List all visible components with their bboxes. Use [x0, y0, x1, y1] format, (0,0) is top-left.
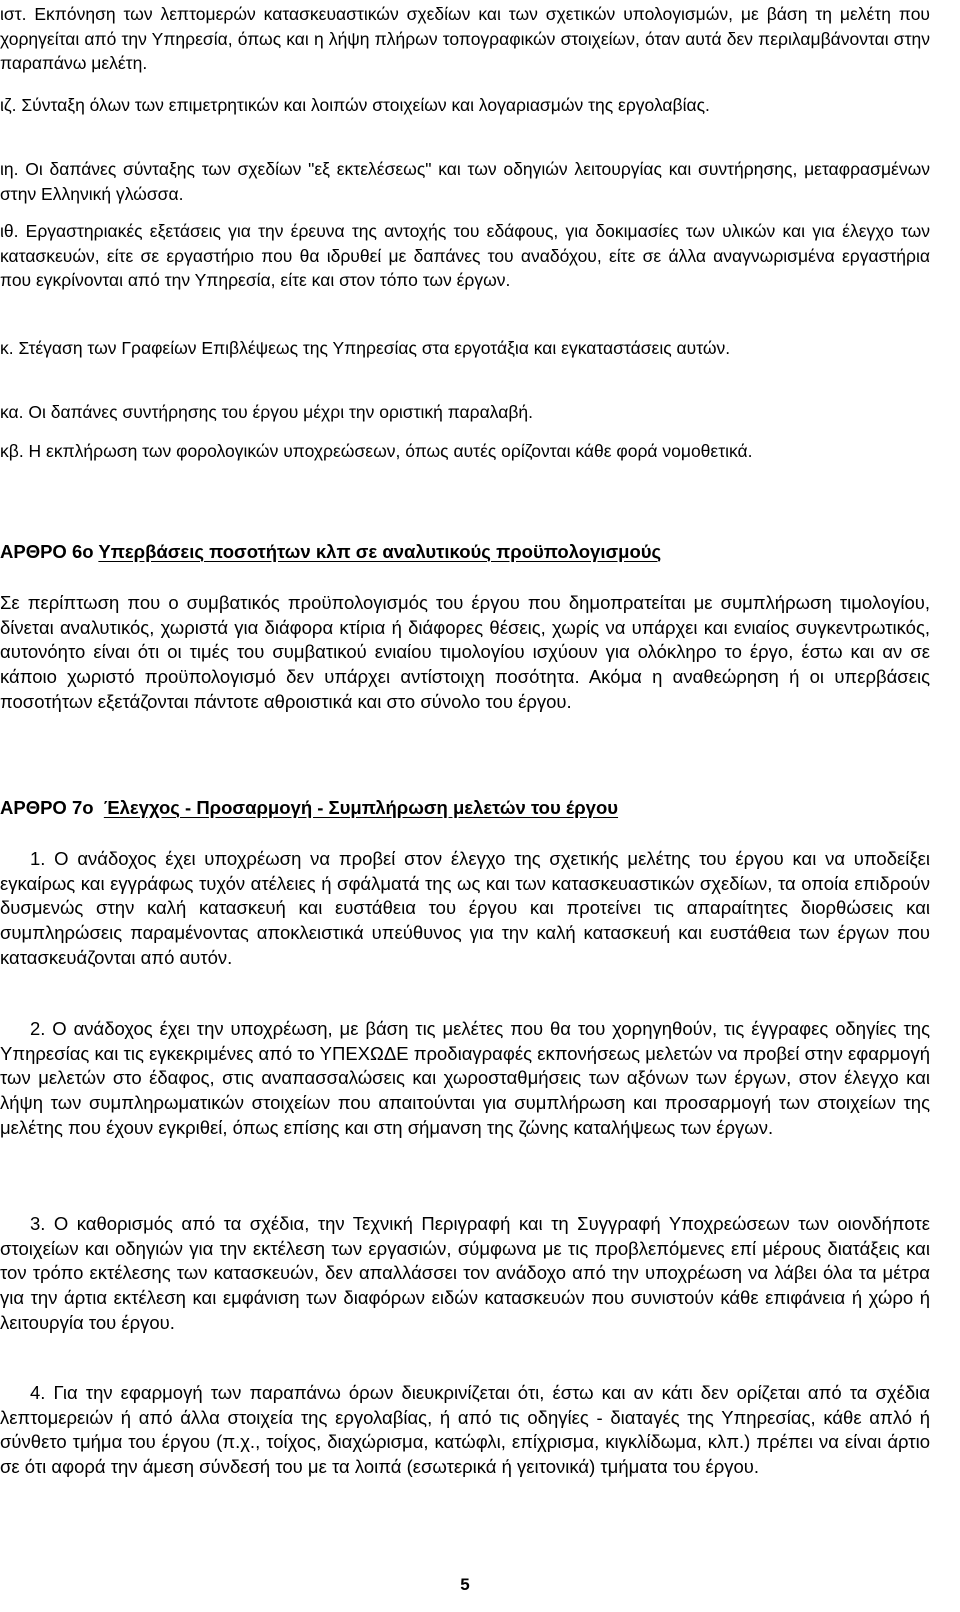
article-7-paragraph-1: 1. Ο ανάδοχος έχει υποχρέωση να προβεί στον έλεγχο της σχετικής μελέτης του έργου και να υποδείξει εγκαίρως και εγγράφως τυχόν ατέλειες ή σφάλματά της ως και των κατασκευαστικών σχεδίων, τα οποία επιδρούν δυσμενώς στην καλή κατασκευή και ευστάθεια του έργου και προτείνει τις απαραίτητες διορθώσεις και συμπληρώσεις παραμένοντας αποκλειστικά υπεύθυνος για την καλή κατασκευή και ευστάθεια των έργων που κατασκευάζονται από αυτόν. — [0, 848, 930, 968]
article-7-label: ΑΡΘΡΟ 7ο — [0, 797, 94, 818]
article-7-paragraph-4: 4. Για την εφαρμογή των παραπάνω όρων διευκρινίζεται ότι, έστω και αν κάτι δεν ορίζεται από τα σχέδια λεπτομερειών ή από άλλα στοιχεία της εργολαβίας, ή από τις οδηγίες - διαταγές της Υπηρεσίας, κάθε απλό ή σύνθετο τμήμα του έργου (π.χ., τοίχος, διαχώρισμα, κατώφλι, επίχρισμα, κιγκλίδωμα, κλπ.) πρέπει να είναι άρτιο σε ότι αφορά την άμεση σύνδεσή του με τα λοιπά (εσωτερικά ή γειτονικά) τμήματα του έργου. — [0, 1382, 930, 1478]
article-7-title: Έλεγχος - Προσαρμογή - Συμπλήρωση μελετών του έργου — [103, 797, 619, 818]
article-7-paragraph-2: 2. Ο ανάδοχος έχει την υποχρέωση, με βάση τις μελέτες που θα του χορηγηθούν, τις έγγραφες οδηγίες της Υπηρεσίας και τις εγκεκριμένες από το ΥΠΕΧΩΔΕ προδιαγραφές εκπονήσεως μελετών να προβεί στην εφαρμογή των μελετών στο έδαφος, στις αναπασσαλώσεις και χωροσταθμήσεις των αξόνων των έργων, στον έλεγχο και λήψη των συμπληρωματικών στοιχείων που απαιτούνται για συμπλήρωση και προσαρμογή των στοιχείων της μελέτης που έχουν εγκριθεί, όπως επίσης και στη σήμανση της ζώνης καταλήψεως των έργων. — [0, 1018, 930, 1138]
article-6-body: Σε περίπτωση που ο συμβατικός προϋπολογισμός του έργου που δημοπρατείται με συμπλήρωση τιμολογίου, δίνεται αναλυτικός, χωριστά για διάφορα κτίρια ή διάφορες θέσεις, χωρίς να υπάρχει και ενιαίος συγκεντρωτικός, αυτονόητο είναι ότι οι τιμές του συμβατικού ενιαίου τιμολογίου ισχύουν για ολόκληρο το έργο, έστω και αν σε κάποιο χωριστό προϋπολογισμό δεν υπάρχει αντίστοιχη ποσότητα. Ακόμα η αναθεώρηση ή οι υπερβάσεις ποσοτήτων εξετάζονται πάντοτε αθροιστικά και στο σύνολο του έργου. — [0, 592, 930, 712]
article-7-paragraph-3: 3. Ο καθορισμός από τα σχέδια, την Τεχνική Περιγραφή και τη Συγγραφή Υποχρεώσεων των οιονδήποτε στοιχείων και οδηγιών για την εκτέλεση των εργασιών, σύμφωνα με τις προβλεπόμενες επί μέρους διατάξεις και τον τρόπο εκτέλεσης των κατασκευών, δεν απαλλάσσει τον ανάδοχο από την υποχρέωση να λάβει όλα τα μέτρα για την άρτια εκτέλεση και εμφάνιση των διαφόρων ειδών κατασκευών που συνιστούν κάθε επιφάνεια ή χώρο ή λειτουργία του έργου. — [0, 1213, 930, 1333]
page-number: 5 — [460, 1575, 470, 1594]
item-ist: ιστ. Εκπόνηση των λεπτομερών κατασκευαστικών σχεδίων και των σχετικών υπολογισμών, με βάση τη μελέτη που χορηγείται από την Υπηρεσία, όπως και η λήψη πλήρων τοπογραφικών στοιχείων, όταν αυτά δεν περιλαμβάνονται στην παραπάνω μελέτη. — [0, 4, 930, 73]
item-k: κ. Στέγαση των Γραφείων Επιβλέψεως της Υπηρεσίας στα εργοτάξια και εγκαταστάσεις αυτών. — [0, 338, 731, 358]
item-ka: κα. Οι δαπάνες συντήρησης του έργου μέχρι την οριστική παραλαβή. — [0, 402, 534, 422]
item-kb: κβ. Η εκπλήρωση των φορολογικών υποχρεώσεων, όπως αυτές ορίζονται κάθε φορά νομοθετικά. — [0, 441, 753, 461]
article-6-heading — [0, 540, 930, 564]
item-ith: ιθ. Εργαστηριακές εξετάσεις για την έρευνα της αντοχής του εδάφους, για δοκιμασίες των υλικών και για έλεγχο των κατασκευών, είτε σε εργαστήριο που θα ιδρυθεί με δαπάνες του αναδόχου, είτε σε άλλα αναγνωρισμένα εργαστήρια που εγκρίνονται από την Υπηρεσία, είτε και στον τόπο των έργων. — [0, 221, 930, 290]
article-7-heading — [0, 796, 930, 820]
item-iz: ιζ. Σύνταξη όλων των επιμετρητικών και λοιπών στοιχείων και λογαριασμών της εργολαβίας. — [0, 95, 710, 115]
item-ih: ιη. Οι δαπάνες σύνταξης των σχεδίων "εξ εκτελέσεως" και των οδηγιών λειτουργίας και συντήρησης, μεταφρασμένων στην Ελληνική γλώσσα. — [0, 159, 930, 204]
article-6-label: ΑΡΘΡΟ 6ο — [0, 541, 94, 562]
article-6-title: Υπερβάσεις ποσοτήτων κλπ σε αναλυτικούς προϋπολογισμούς — [98, 541, 662, 562]
